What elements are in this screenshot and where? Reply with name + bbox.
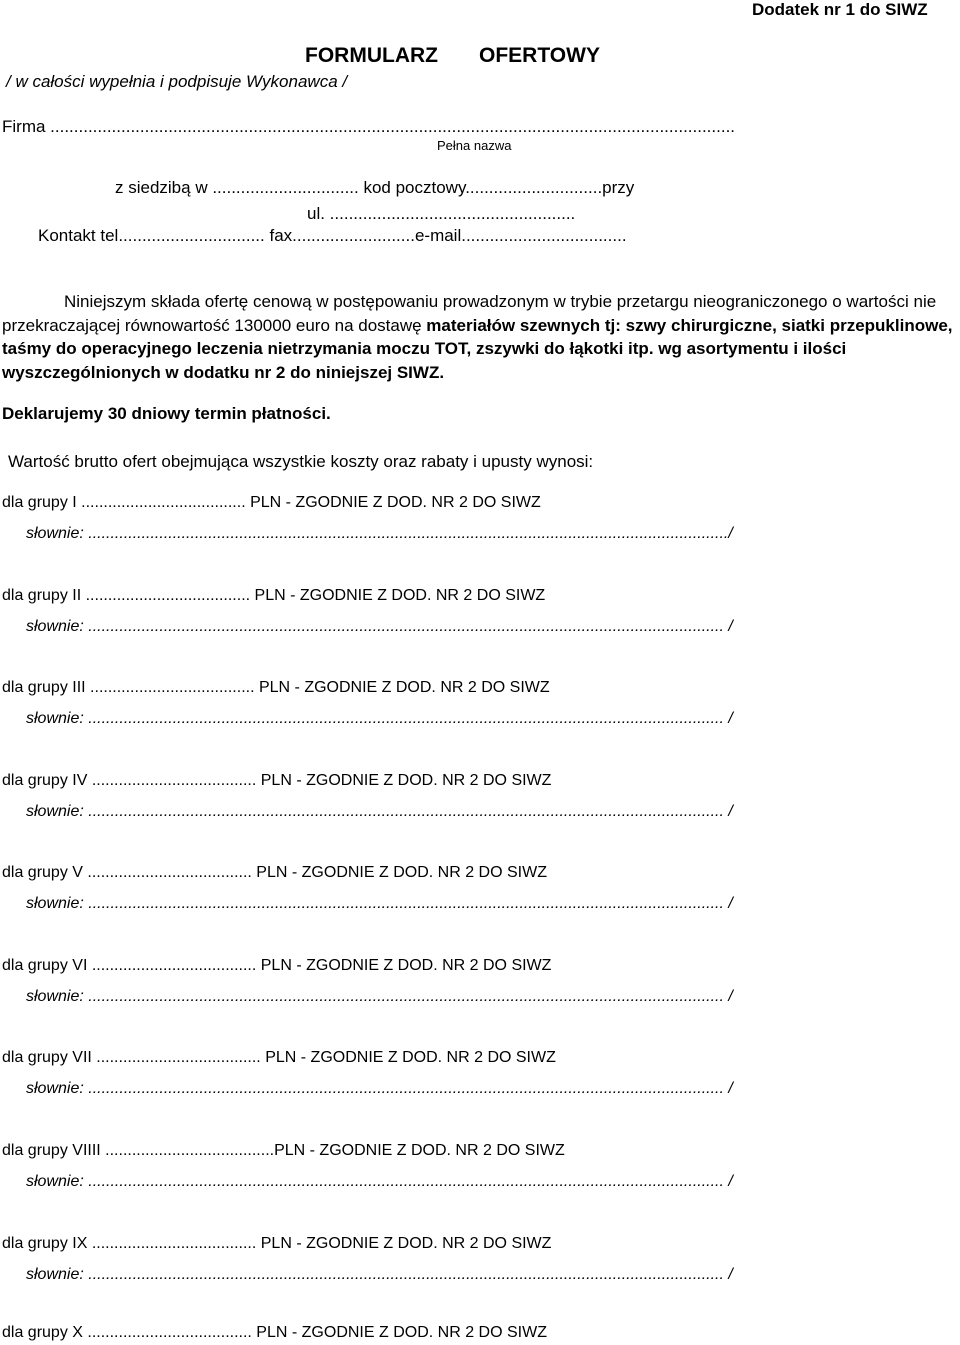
- address-field[interactable]: z siedzibą w ............................... kod pocztowy.............................przy: [115, 178, 635, 197]
- group-slownie-field[interactable]: słownie: ............................................................................................................................................... /: [26, 895, 733, 912]
- group-price-field[interactable]: dla grupy VIIII ......................................PLN - ZGODNIE Z DOD. NR 2 DO SIWZ: [2, 1142, 565, 1159]
- group-slownie-field[interactable]: słownie: ............................................................................................................................................... /: [26, 1080, 733, 1097]
- declaration-normal-text: Niniejszym składa ofertę cenową w postępowaniu prowadzonym w trybie przetargu nieograniczonego o wartości nie przekraczającej równowartość 130000 euro na dostawę: [2, 292, 937, 335]
- group-slownie-field[interactable]: słownie: ............................................................................................................................................... /: [26, 710, 733, 727]
- group-price-field[interactable]: dla grupy V ..................................... PLN - ZGODNIE Z DOD. NR 2 DO SIWZ: [2, 864, 547, 881]
- group-slownie-field[interactable]: słownie: ............................................................................................................................................... /: [26, 618, 733, 635]
- declaration-paragraph: [2, 290, 956, 384]
- group-price-field[interactable]: dla grupy IV ..................................... PLN - ZGODNIE Z DOD. NR 2 DO SIWZ: [2, 772, 552, 789]
- declaration-bold-text: materiałów szewnych tj: szwy chirurgiczne, siatki przepuklinowe, taśmy do operacyjnego leczenia nietrzymania moczu TOT, zszywki do łąkotki itp. wg asortymentu i ilości wyszczególnionych w dodatku nr 2 do niniejszej SIWZ.: [2, 315, 953, 382]
- group-price-field[interactable]: dla grupy III ..................................... PLN - ZGODNIE Z DOD. NR 2 DO SIWZ: [2, 679, 550, 696]
- group-price-field[interactable]: dla grupy VII ..................................... PLN - ZGODNIE Z DOD. NR 2 DO SIWZ: [2, 1049, 556, 1066]
- group-price-field[interactable]: dla grupy IX ..................................... PLN - ZGODNIE Z DOD. NR 2 DO SIWZ: [2, 1235, 552, 1252]
- payment-terms: Deklarujemy 30 dniowy termin płatności.: [2, 404, 331, 423]
- group-price-field[interactable]: dla grupy X ..................................... PLN - ZGODNIE Z DOD. NR 2 DO SIWZ: [2, 1324, 547, 1341]
- addendum-label: Dodatek nr 1 do SIWZ: [752, 0, 928, 19]
- group-price-field[interactable]: dla grupy I ..................................... PLN - ZGODNIE Z DOD. NR 2 DO SIWZ: [2, 494, 541, 511]
- firma-field[interactable]: Firma .................................................................................................................................................: [2, 117, 736, 136]
- firma-caption: Pełna nazwa: [437, 138, 512, 153]
- value-intro: Wartość brutto ofert obejmująca wszystkie koszty oraz rabaty i upusty wynosi:: [8, 452, 594, 471]
- group-slownie-field[interactable]: słownie: ............................................................................................................................................... /: [26, 803, 733, 820]
- form-subtitle: / w całości wypełnia i podpisuje Wykonawca /: [6, 72, 348, 91]
- group-slownie-field[interactable]: słownie: ................................................................................................................................................/: [26, 525, 733, 542]
- group-slownie-field[interactable]: słownie: ............................................................................................................................................... /: [26, 1266, 733, 1283]
- form-title-right: OFERTOWY: [479, 44, 600, 67]
- group-slownie-field[interactable]: słownie: ............................................................................................................................................... /: [26, 1173, 733, 1190]
- group-price-field[interactable]: dla grupy II ..................................... PLN - ZGODNIE Z DOD. NR 2 DO SIWZ: [2, 587, 546, 604]
- contact-field[interactable]: Kontakt tel............................... fax..........................e-mail...................................: [38, 226, 627, 245]
- group-price-field[interactable]: dla grupy VI ..................................... PLN - ZGODNIE Z DOD. NR 2 DO SIWZ: [2, 957, 552, 974]
- group-slownie-field[interactable]: słownie: ............................................................................................................................................... /: [26, 988, 733, 1005]
- form-title-left: FORMULARZ: [305, 44, 438, 67]
- street-field[interactable]: ul. ....................................................: [307, 204, 576, 223]
